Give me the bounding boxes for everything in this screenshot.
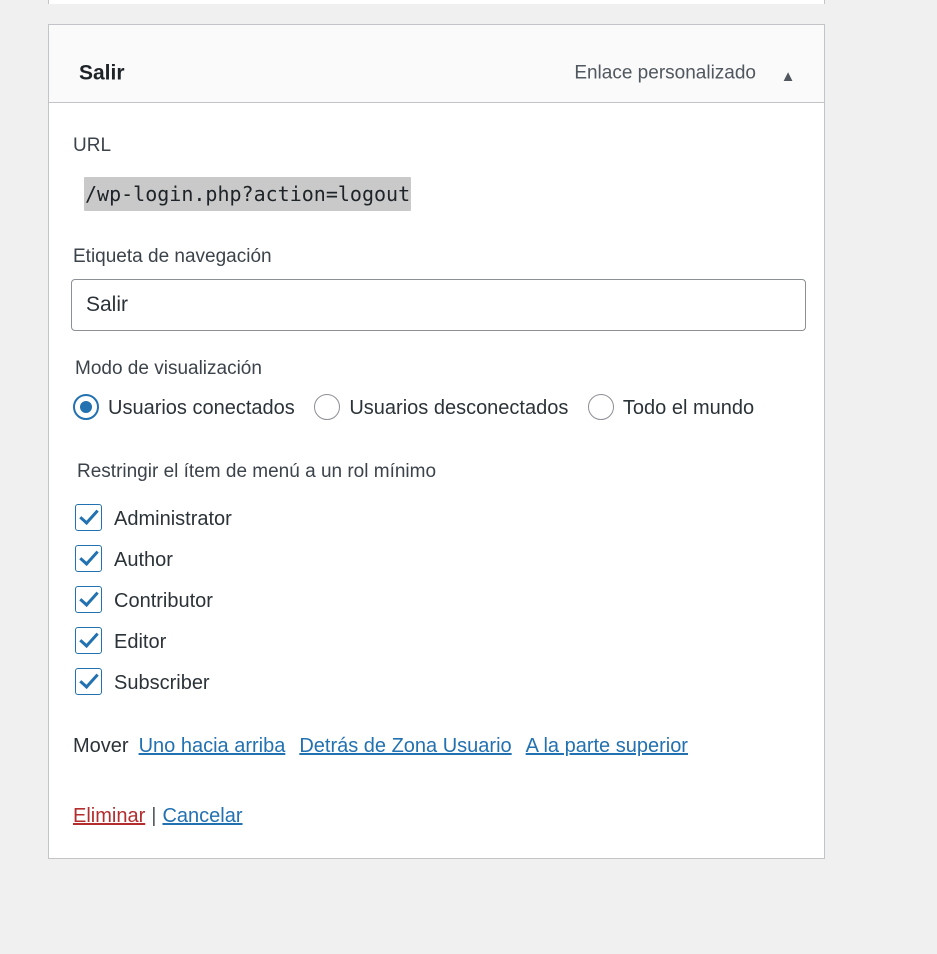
radio-label-logged-in[interactable]: Usuarios conectados <box>108 397 295 420</box>
roles-list <box>71 504 802 699</box>
chevron-up-icon[interactable]: ▲ <box>780 68 796 85</box>
move-label: Mover <box>73 735 129 758</box>
role-label-contributor[interactable]: Contributor <box>114 590 213 613</box>
role-row-editor[interactable] <box>75 627 802 658</box>
nav-label-label: Etiqueta de navegación <box>73 245 272 267</box>
checkbox-contributor[interactable] <box>75 586 102 613</box>
radio-logged-out[interactable] <box>314 394 340 420</box>
role-label-administrator[interactable]: Administrator <box>114 508 232 531</box>
radio-logged-in[interactable] <box>73 394 99 420</box>
checkbox-administrator[interactable] <box>75 504 102 531</box>
role-label-subscriber[interactable]: Subscriber <box>114 672 210 695</box>
menu-item-header[interactable] <box>49 25 824 103</box>
checkbox-subscriber[interactable] <box>75 668 102 695</box>
radio-label-logged-out[interactable]: Usuarios desconectados <box>349 397 569 420</box>
move-behind-link[interactable]: Detrás de Zona Usuario <box>299 735 512 758</box>
nav-label-input[interactable] <box>71 279 806 331</box>
checkbox-editor[interactable] <box>75 627 102 654</box>
delete-link[interactable]: Eliminar <box>73 805 146 828</box>
menu-item-panel-salir <box>48 24 825 859</box>
url-selected-text: /wp-login.php?action=logout <box>84 177 411 211</box>
checkbox-author[interactable] <box>75 545 102 572</box>
role-row-administrator[interactable] <box>75 504 802 535</box>
role-label-editor[interactable]: Editor <box>114 631 167 654</box>
item-actions <box>73 805 802 828</box>
display-mode-label: Modo de visualización <box>75 357 262 379</box>
role-row-subscriber[interactable] <box>75 668 802 699</box>
panel-bottom-gap <box>48 946 825 954</box>
display-mode-options <box>73 388 802 434</box>
role-label-author[interactable]: Author <box>114 549 173 572</box>
url-field-block <box>71 135 802 220</box>
display-mode-option-everyone[interactable] <box>588 397 754 419</box>
cancel-link[interactable]: Cancelar <box>162 805 243 828</box>
move-to-top-link[interactable]: A la parte superior <box>525 735 688 758</box>
display-mode-block <box>71 357 802 435</box>
radio-label-everyone[interactable]: Todo el mundo <box>622 397 755 420</box>
move-block <box>73 727 802 765</box>
menu-item-type-label: Enlace personalizado <box>574 62 756 84</box>
display-mode-option-logged-out[interactable] <box>314 397 574 419</box>
role-row-author[interactable] <box>75 545 802 576</box>
url-input-wrapper <box>71 168 802 220</box>
nav-label-field-block <box>71 246 802 331</box>
action-separator: | <box>151 805 157 828</box>
move-up-link[interactable]: Uno hacia arriba <box>138 735 286 758</box>
radio-everyone[interactable] <box>588 394 614 420</box>
menu-item-settings <box>49 103 824 858</box>
previous-menu-item-panel <box>48 0 825 4</box>
role-row-contributor[interactable] <box>75 586 802 617</box>
url-label: URL <box>73 135 112 156</box>
display-mode-option-logged-in[interactable] <box>73 397 300 419</box>
menu-item-title: Salir <box>79 61 125 85</box>
roles-section-label: Restringir el ítem de menú a un rol mínimo <box>77 461 437 483</box>
